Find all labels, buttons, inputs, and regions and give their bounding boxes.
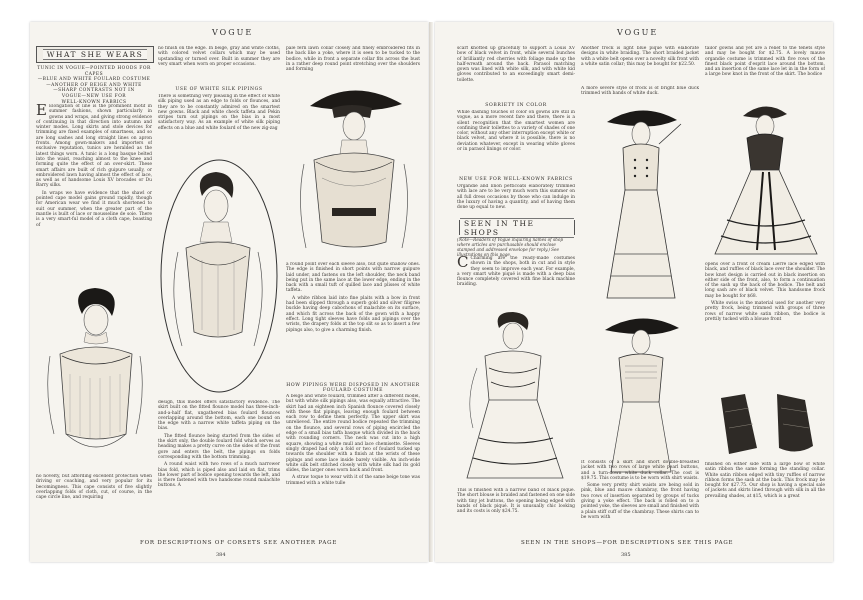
left-col3-top: pale fern lawn collar closely and finely embroidered fits in the back like a yoke, where it is seen to be tucked to the bodice, while in front a separate collar fits across the bust in a rather deep round point stretching over the shoulders and forming xyxy=(286,46,420,73)
deck-line: —BLUE AND WHITE FOULARD COSTUME xyxy=(37,77,151,83)
paragraph: a round point over each sleeve also, but quite shallow ones. The edge is finished in short points with narrow guipure laid under, and fastens on the left shoulder, the neck band being put in the same lace at the lower edge, ending in the back with a small tuft of quilled lace and plisses of white taffeta. xyxy=(286,262,420,294)
subhead-new-use-fabrics: NEW USE FOR WELL-KNOWN FABRICS xyxy=(459,177,573,182)
oval-portrait-illustration xyxy=(158,156,280,396)
deck-line: VOGUE—NEW USE FOR xyxy=(61,93,127,99)
paragraph: Some very pretty shirt waists are being sold in pink, blue and mauve chambray, the front having two rows of insertion separated by groups of tucks giving a yoke effect. The back is folled on to a pointed yoke, the sleeves are small and finished with a plain stiff cuff of the chambray. These shirts can to be worn with xyxy=(581,483,699,520)
corset-bodice-illustration xyxy=(40,284,150,474)
page-gutter xyxy=(429,22,433,562)
subhead-white-silk-pipings: USE OF WHITE SILK PIPINGS xyxy=(175,87,263,92)
right-page-number: 385 xyxy=(621,552,631,558)
right-col2-top2: A more severe style of frock is of bright blue duck trimmed with bands of white duck. xyxy=(581,86,699,97)
deck-line: TUNIC IN VOGUE—POINTED HOODS FOR CAPES xyxy=(37,66,151,77)
right-col1-mid: While dashing touches of color on gowns are still in vogue, as a more recent fare and there, there is a silent recognition that the smartest women are confining their toilettes to a variety of shades of one color, without any other interruption except white or black velvet, and where it is possible, there is no deviation whatever, except in wearing white gloves or in parasol linings or color. xyxy=(457,110,575,153)
deck-line: WELL-KNOWN FABRICS xyxy=(61,99,127,105)
article-deck xyxy=(36,66,152,105)
lead-paragraph: E Elongation of line is the prominent motif in summer fashions, shown particularly in gowns and wraps, and giving strong evidence of continuing in that direction into autumn and winter modes. Long skirts and stole devices for trimming are fixed examples of smartness, and so are long sashes and long straight lines on apron fronts. Among gown-makers and importers of exclusive reputation, tunics are heralded as the latest things worn. A tunic is a long basque belted into the waist, reaching almost to the knee and forming quite the effect of an over-skirt. These smart affairs are built of rich guipure usually, or embroidered lawn having almost the effect of lace, as well as of handsome Louis XV brocades or Du Barry silks. xyxy=(36,104,152,189)
left-col1-top xyxy=(36,104,152,280)
left-col2-bottom xyxy=(158,400,280,532)
mauve-organdie-gown-illustration xyxy=(707,100,823,258)
right-col1-mid2: Organdie and linon petticoats elaborately trimmed with lace are to be very much worn this summer on all full dress occasions by those who can indulge in the luxury of having a quantity, and of having them done up equal to new. xyxy=(457,184,575,211)
seen-in-the-shops-banner xyxy=(459,220,575,235)
paragraph: A beige and white foulard, trimmed after a different model, but with white silk pipings also, was equally attractive. The skirt had an eighteen inch Spanish flounce covered closely with these flat pipings, leaving enough foulard between each row to define them perfectly. The upper skirt was unrelieved. The entire round bodice repeated the trimming on the flounce, and several rows of piping encircled the edge of a small bias taffa basque which divided in the back with rounding corners. The neck was cut into a high square, showing a white mull and lace chemisette. Sleeves singly draped had only a fold or two of foulard tucked up towards the shoulder with a finish at the wrists of these pipings and some lace inside barely visible. An inch-wide white silk belt stitched closely with white silk had its gold slides, the larger ones worn back and front. xyxy=(286,394,420,474)
right-page-footer: SEEN IN THE SHOPS—FOR DESCRIPTIONS SEE THIS PAGE xyxy=(521,540,734,546)
right-col1-caption: This is finished with a narrow band of black piqué. The short blouse is braided and fastened on one side with tiny jet buttons, the opening being edged with bands of black piqué. It is unusually chic looking and its costs is only $24.75. xyxy=(457,488,575,515)
bodice-with-hat-illustration xyxy=(292,82,416,258)
running-head-right: VOGUE xyxy=(617,28,659,37)
right-col1-seen xyxy=(457,256,575,306)
shirt-waist-illustration xyxy=(585,310,697,476)
right-col3-top: tailor gowns and yet are a relief to the tenets style and may be bought for $2.75. A lovely mauve organdie costume is trimmed with five rows of the finest black point d'esprit lace around the bottom, and an insertion of the same lace let in in the form of a large bow knot in the front of the skirt. The bodice xyxy=(705,46,825,78)
right-page xyxy=(435,22,833,562)
skirt-and-sleeve-sketch xyxy=(715,388,819,460)
paragraph: A round waist with two rows of a much narrower bias fold, which is piped also and laid on flat, trims the lower part of bodice opening towards the left, and is there fastened with two handsome round malachite buttons. A xyxy=(158,462,280,489)
braided-pique-costume-illustration xyxy=(459,308,575,486)
paragraph: In wraps we have evidence that the shawl or pointed cape model gains ground rapidly, though for American wear we find it much shortened to suit our summer, when the greater part of the mantle is built of lace or mousseline de soie. There is a very smart-ful model of a cloth cape, boasting of xyxy=(36,190,152,228)
left-col2-top: no finish on the edge. In beige, gray and white cloths, with colored velvet collars which may be used upstanding or turned over. Built in summer they are very smart when worn on proper occasions. xyxy=(158,46,280,67)
subhead-sobriety-in-color: SOBRIETY IN COLOR xyxy=(485,103,547,108)
left-page-footer: FOR DESCRIPTIONS OF CORSETS SEE ANOTHER PAGE xyxy=(140,540,338,546)
left-col3-mid xyxy=(286,262,420,378)
paragraph: White swiss is the material used for another very pretty frock, being trimmed with groups of three rows of narrow white satin ribbon, the bodice is prettily tucked with a blouse front xyxy=(705,301,825,322)
seen-banner-title: SEEN IN THE SHOPS xyxy=(460,218,574,238)
left-col2-mid: There is something very pleasing in the effect of white silk piping used as an edge to folds or flounces, and they are to be constantly admired on the smartest new gowns. Black and white check taffeta and Pekin stripes turn out pipings on the bias in a most satisfactory way. As an example of white silk piping effects on a blue and white foulard of the new zig-zag xyxy=(158,94,280,131)
right-col2-bottom xyxy=(581,460,699,534)
subhead-another-foulard: HOW PIPINGS WERE DISPOSED IN ANOTHER FOULARD COSTUME xyxy=(286,383,420,393)
right-col2-top: Another frock is light blue piqué with elaborate designs in white braiding. The short braided jacket with a white belt opens over a novelty silk front with a white satin collar; this may be bought for $22.50. xyxy=(581,46,699,67)
left-page-number: 384 xyxy=(216,552,226,558)
paragraph: opens over a front of cream Lierre lace edged with black, and ruffles of black lace over the shoulder. The bow knot design is carried out in black insertion on either side of the front, also, to form a continuation of the sash up the back of the bodice. The belt and long sash are of black velvet. This handsome frock may be bought for $68. xyxy=(705,262,825,299)
deck-line: —ANOTHER OF BEIGE AND WHITE xyxy=(46,82,142,88)
drop-cap: C xyxy=(457,256,469,271)
lead-paragraph: C Charming are the ready-made costumes shown in the shops, both in cut and in style they seem to improve each year. For example, a very smart white piqué is made with a deep bias flounce completely covered with fine black machine braiding. xyxy=(457,256,575,288)
what-she-wears-banner xyxy=(36,46,154,63)
running-head-left: VOGUE xyxy=(212,28,254,37)
shops-reader-note: (Note—Readers of Vogue inquiring names of shop where articles are purchasable should enclose stamped and addressed envelope for reply.) See illustrations on this page. xyxy=(457,237,564,257)
paragraph: A white ribbon laid into fine plaits with a bow in front had been slipped through a superb gold and silver filigree buckle having deep cabochons of malachite on its surface, and which fit across the back of the gown with a happy effect. Long tight sleeves have folds and pipings over the wrists, the drapery folds at the top slit so as to insert a few pipings also, to give a charming finish. xyxy=(286,295,420,333)
banner-title: WHAT SHE WEARS xyxy=(43,49,148,60)
left-col1-bottom: no novelty, but affording excellent protection when driving or coaching, and very popular for its becomingness. This cape consists of five slightly overlapping folds of cloth, cut, of course, in the cape circle line, and requiring xyxy=(36,474,152,501)
deck-line: —SHARP CONTRASTS NOT IN xyxy=(53,88,135,94)
paragraph: It consists of a skirt and short double-breasted jacket with two rows of large white pearl buttons, and a turn-down white duck collar. The cost is $19.75. This costume is to be worn with shirt waists. xyxy=(581,460,699,481)
paragraph: A straw toque to wear with it of the same beige tone was trimmed with a white tulle xyxy=(286,475,420,486)
right-col3-mid xyxy=(705,262,825,382)
left-page xyxy=(30,22,428,562)
drop-cap: E xyxy=(36,104,47,119)
left-col3-bottom xyxy=(286,394,420,534)
right-col3-bottom: finished on either side with a large bow of white satin ribbon the same forming the standing collar. White satin ribbon edged with tiny ruffles of narrow ribbon forms the sash at the back. This frock may be bought for $27.75. Our shop is having a special sale of jackets and skirts lined through with silk in all the prevailing shades, at $15, which is a great xyxy=(705,462,825,499)
right-col1-top: scarf knotted up gracefully to support a Louis XV bow of black velvet in front, while several bunches of brilliantly red cherries with foliage made up the half-wreath around the back. Parasol matching gown was lined with white silk, and with white kid gloves contributed to an exceedingly smart demi-toilette. xyxy=(457,46,575,83)
blue-duck-costume-illustration xyxy=(585,104,697,304)
paragraph: design, this model offers satisfactory evidence. The skirt built on the fitted flounce model has three-inch-and-a-half flat, ungathered bias foulard flounces overlapping around the bottom, each one bound on the edge with a narrow white taffeta piping on the bias. xyxy=(158,400,280,432)
paragraph: The fitted flounce being started from the sides of the skirt only, the double foulard fold which serves as heading makes a pretty curve on the sides of the front gore and enters the belt, the pipings on folds corresponding with the bottom trimming. xyxy=(158,433,280,460)
